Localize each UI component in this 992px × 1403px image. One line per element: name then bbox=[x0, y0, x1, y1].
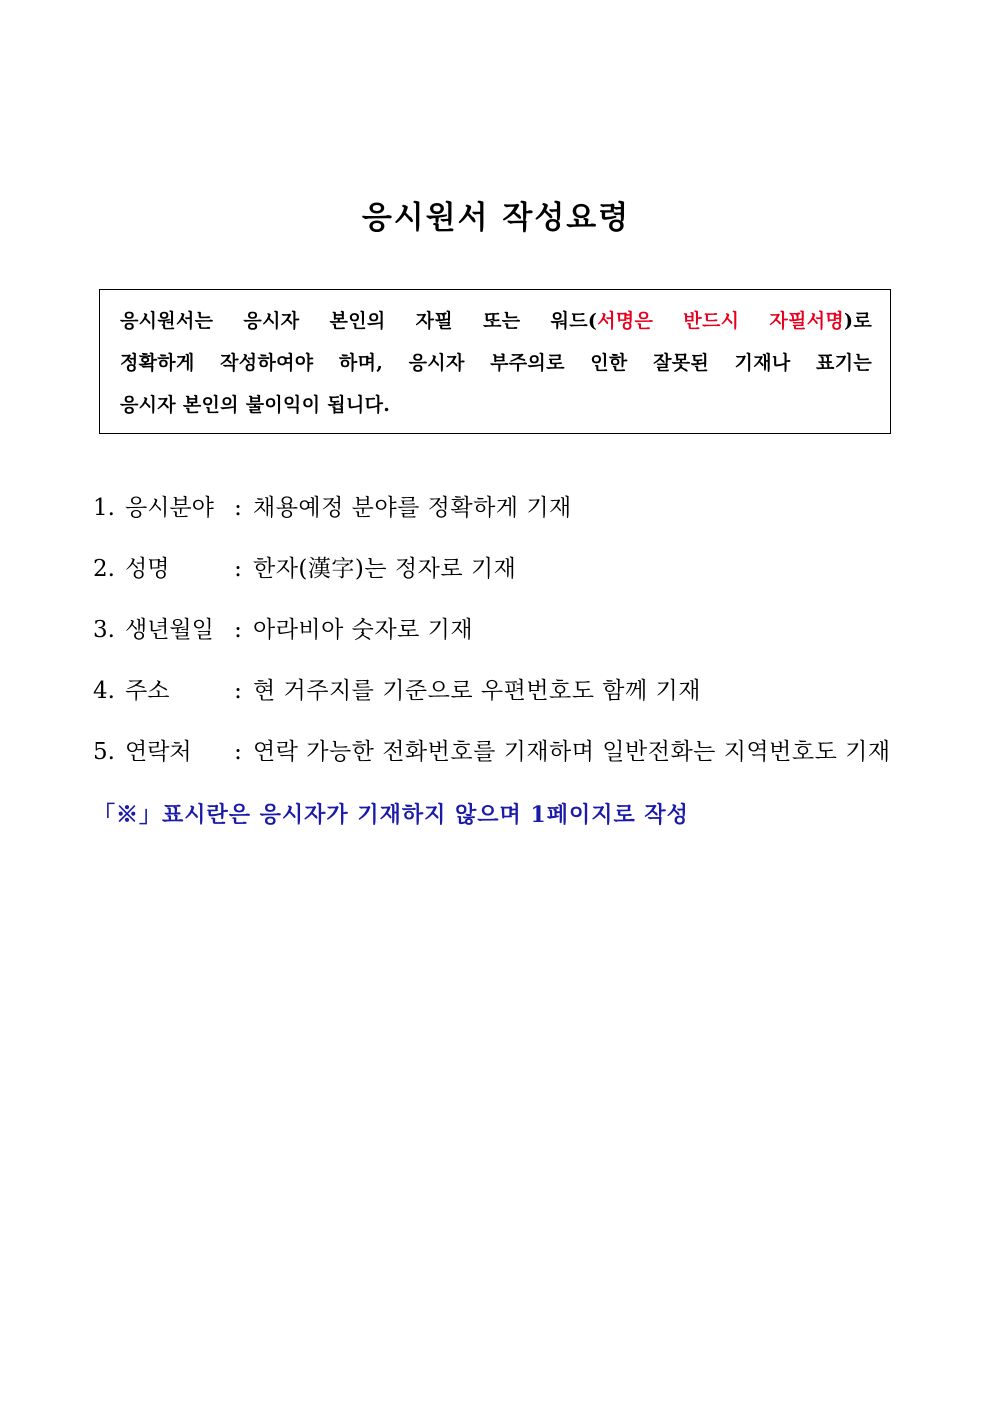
item-label: 주소 bbox=[125, 678, 170, 704]
page-title: 응시원서 작성요령 bbox=[361, 200, 631, 236]
item-description: 현 거주지를 기준으로 우편번호도 함께 기재 bbox=[253, 678, 701, 704]
notice-line-1-after: )로 bbox=[844, 310, 872, 332]
guide-item-address bbox=[93, 666, 893, 727]
guide-item-birthdate bbox=[93, 605, 893, 666]
item-number: 3. bbox=[93, 617, 115, 643]
item-label: 연락처 bbox=[125, 739, 192, 765]
notice-line-2: 정확하게 작성하여야 하며, 응시자 부주의로 인한 잘못된 기재나 표기는 bbox=[120, 352, 872, 374]
item-description: 한자(漢字)는 정자로 기재 bbox=[253, 556, 517, 582]
item-description: 연락 가능한 전화번호를 기재하며 일반전화는 지역번호도 기재 bbox=[253, 739, 891, 765]
item-separator: : bbox=[234, 617, 242, 643]
item-description: 아라비아 숫자로 기재 bbox=[253, 617, 474, 643]
item-description: 채용예정 분야를 정확하게 기재 bbox=[253, 495, 572, 521]
guide-item-name bbox=[93, 544, 893, 605]
item-separator: : bbox=[234, 678, 242, 704]
guide-item-contact bbox=[93, 727, 893, 788]
item-separator: : bbox=[234, 495, 242, 521]
notice-line-1 bbox=[120, 300, 872, 342]
item-number: 5. bbox=[93, 739, 115, 765]
item-label: 성명 bbox=[125, 556, 170, 582]
item-separator: : bbox=[234, 556, 242, 582]
item-number: 1. bbox=[93, 495, 115, 521]
notice-line-3: 응시자 본인의 불이익이 됩니다. bbox=[120, 394, 391, 416]
notice-box bbox=[99, 289, 891, 434]
footnote: 「※」표시란은 응시자가 기재하지 않으며 1페이지로 작성 bbox=[93, 802, 689, 828]
item-number: 4. bbox=[93, 678, 115, 704]
item-label: 응시분야 bbox=[125, 495, 214, 521]
guide-list bbox=[93, 483, 893, 788]
guide-item-field bbox=[93, 483, 893, 544]
notice-line-1-before: 응시원서는 응시자 본인의 자필 또는 워드( bbox=[120, 310, 598, 332]
item-label: 생년월일 bbox=[125, 617, 214, 643]
signature-requirement: 서명은 반드시 자필서명 bbox=[597, 310, 845, 332]
item-separator: : bbox=[234, 739, 242, 765]
item-number: 2. bbox=[93, 556, 115, 582]
